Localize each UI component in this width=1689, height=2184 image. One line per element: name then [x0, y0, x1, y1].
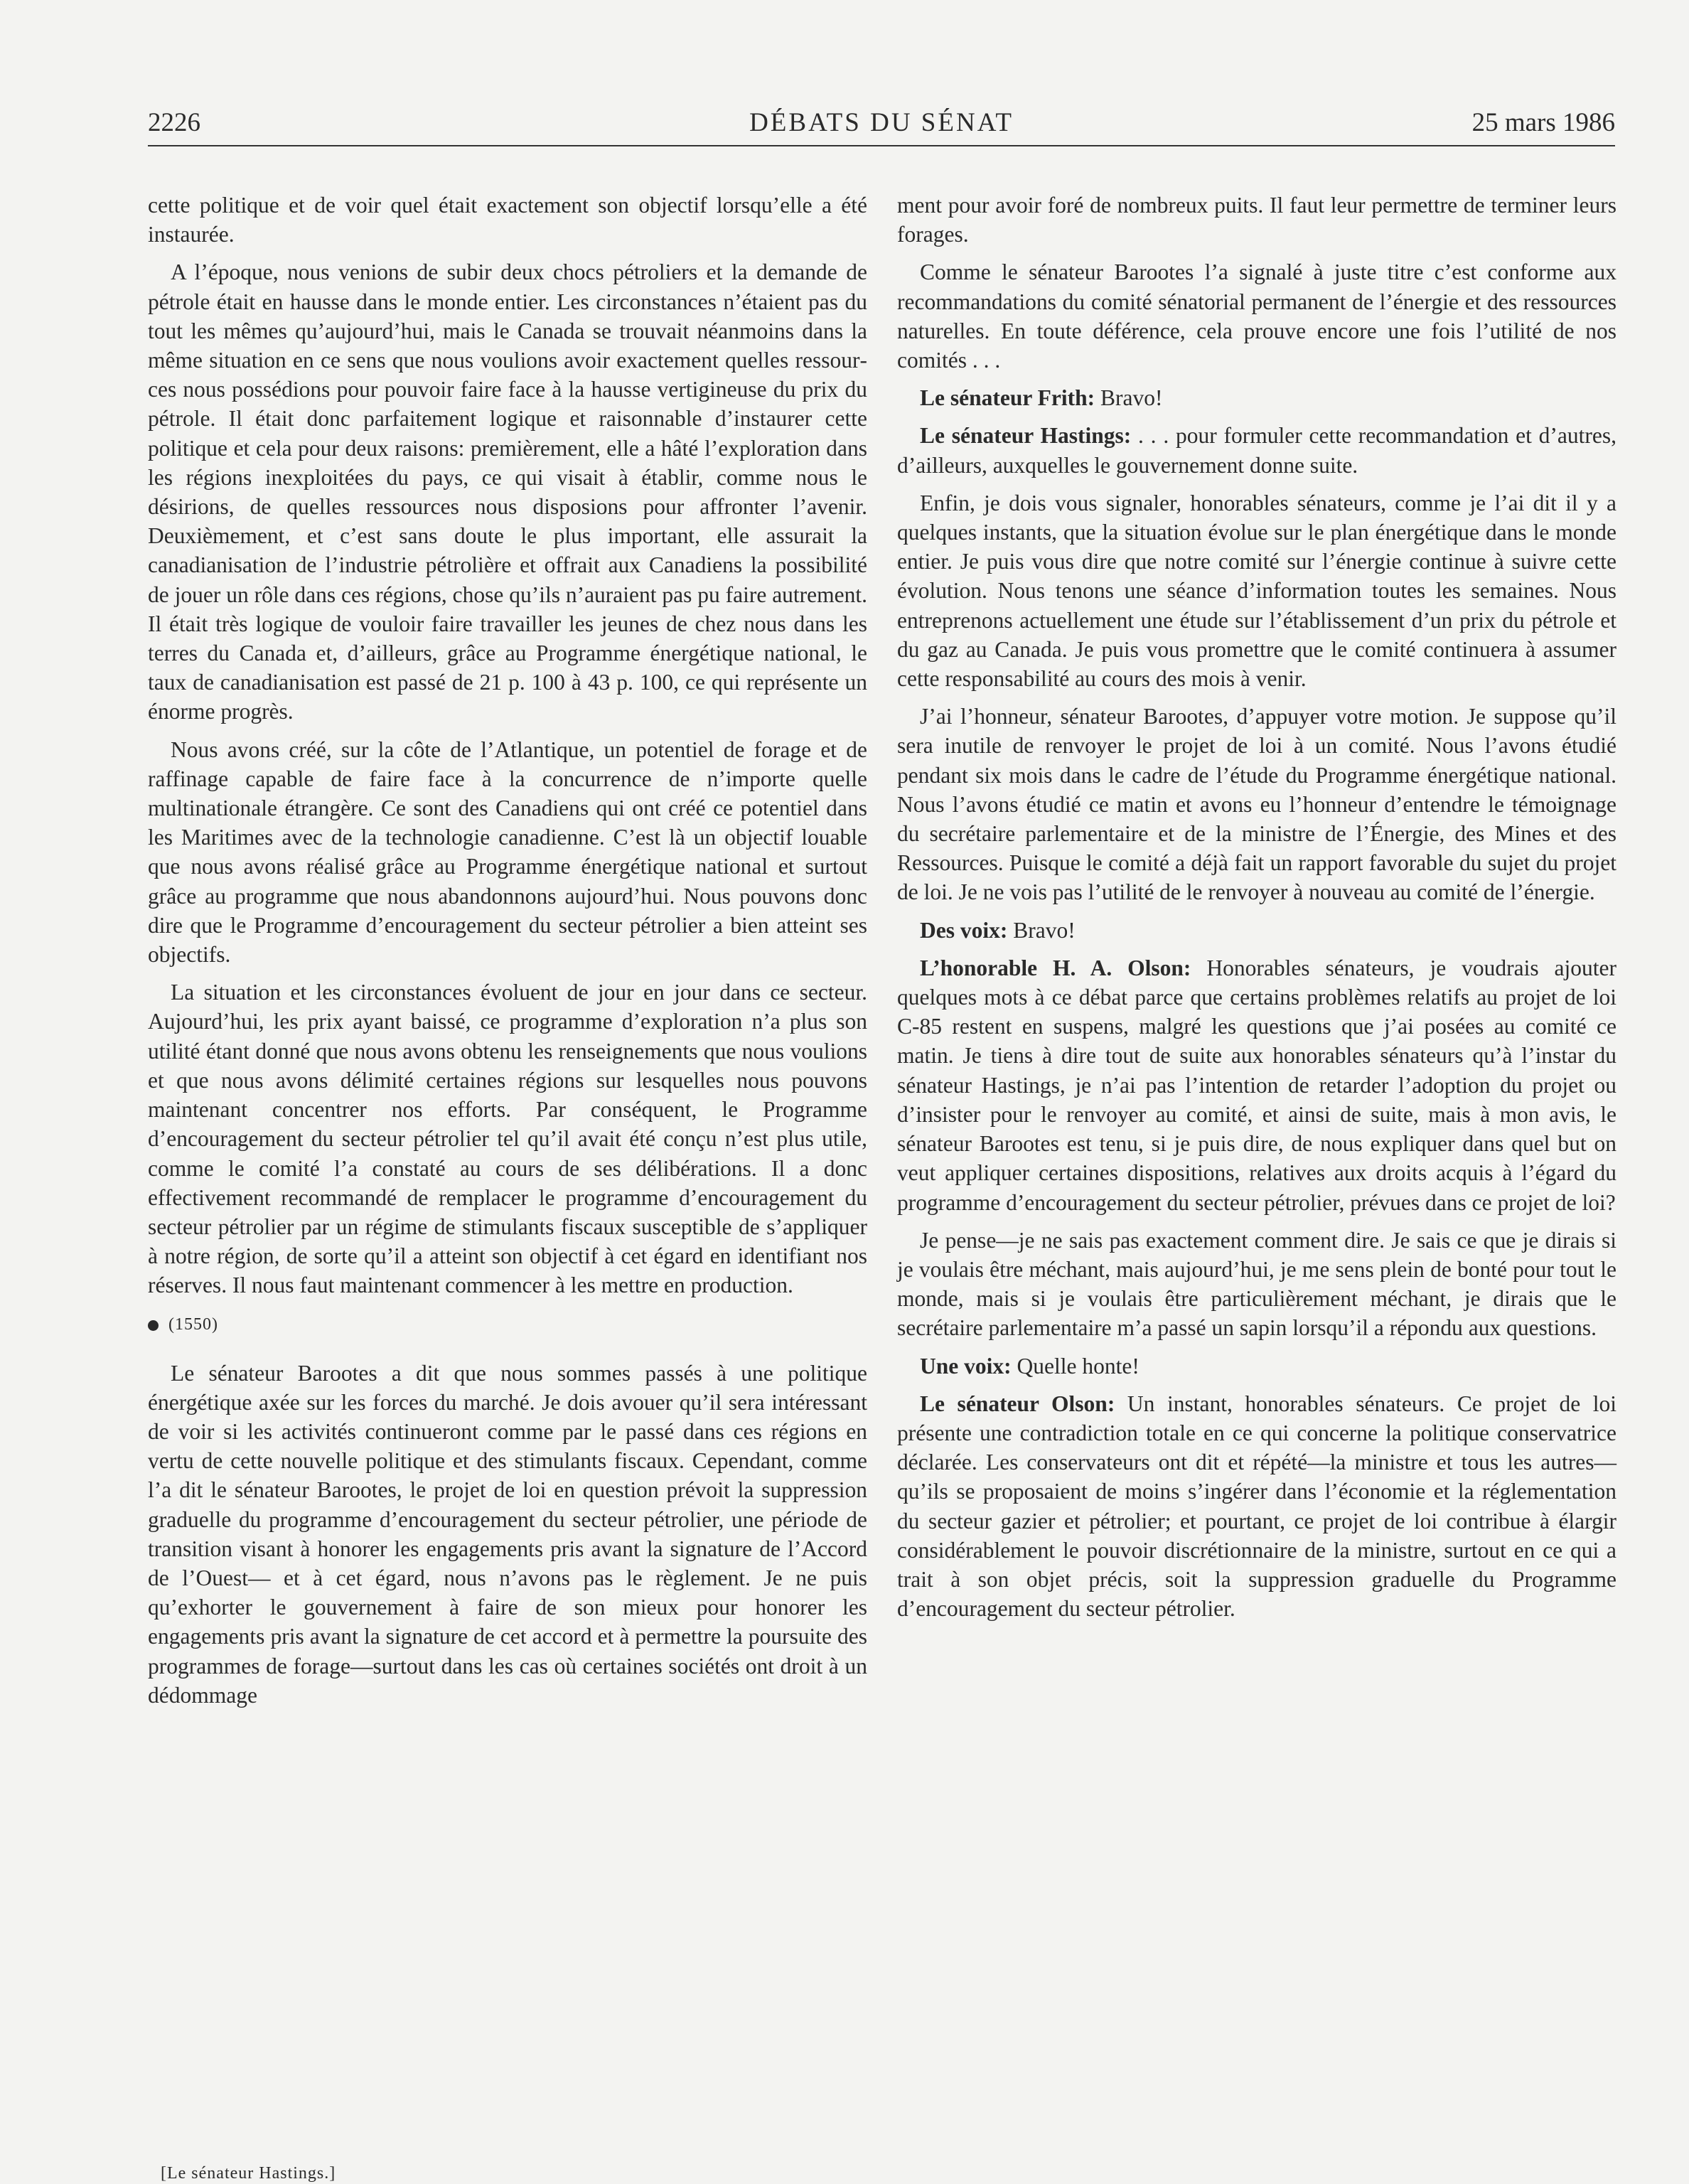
- page-header: [148, 105, 1615, 146]
- speaker-name: Le sénateur Frith:: [920, 385, 1095, 411]
- speech: [897, 1389, 1616, 1624]
- paragraph: J’ai l’honneur, sénateur Barootes, d’appuyer votre motion. Je suppose qu’il sera inutile de renvoyer le projet de loi à un comité. Nous l’avons étudié pendant six mois dans le cadre de l’étude du Programme énergétique national. Nous l’avons étudié ce matin et avons eu l’honneur d’entendre le témoignage du secrétaire parlementaire et de la ministre de l’Énergie, des Mines et des Ressources. Puisque le comité a déjà fait un rapport favorable du sujet du projet de loi. Je ne vois pas l’utilité de le renvoyer à nouveau au comité de l’énergie.: [897, 704, 1616, 905]
- time-marker-label: (1550): [168, 1315, 218, 1334]
- paragraph: Je pense—je ne sais pas exactement comment dire. Je sais ce que je dirais si je voulais être méchant, mais aujourd’hui, je me sens plein de bonté pour tout le monde, mais si je voulais être particulièrement méchant, je dirais que le secrétaire parlementaire m’a passé un sapin lorsqu’il a répondu aux questions.: [897, 1227, 1616, 1341]
- left-column: [148, 191, 867, 1718]
- time-marker: [148, 1312, 867, 1337]
- speech-text: Quelle honte!: [1017, 1353, 1140, 1379]
- speech: [897, 953, 1616, 1217]
- publication-title: DÉBATS DU SÉNAT: [749, 108, 1014, 137]
- speaker-name: Des voix:: [920, 917, 1008, 943]
- paragraph: cette politique et de voir quel était exactement son objectif lorsqu’elle a été instaurée.: [148, 193, 867, 247]
- paragraph: Comme le sénateur Barootes l’a signalé à juste titre c’est conforme aux recommandations du comité sénatorial permanent de l’énergie et des ressources naturelles. En toute déférence, cela prouve encore une fois l’utilité de nos comités . . .: [897, 259, 1616, 373]
- bullet-icon: [148, 1320, 159, 1331]
- speaker-name: Le sénateur Olson:: [920, 1391, 1115, 1416]
- paragraph: A l’époque, nous venions de subir deux chocs pétroliers et la demande de pétrole était en hausse dans le monde entier. Les circonstances n’étaient pas du tout les mêmes qu’aujourd’hui, mais le Canada se trouvait néanmoins dans la même situation en ce sens que nous voulions avoir exactement quelles ressources nous possédions pour pouvoir faire face à la hausse vertigineuse du prix du pétrole. Il était donc parfaitement logique et raisonnable d’instaurer cette politique et cela pour deux raisons: premièrement, elle a hâté l’exploration dans les régions inexploitées du pays, ce qui visait à établir, comme nous le désirions, de quelles ressources nous disposions pour affronter l’avenir. Deuxièmement, et c’est sans doute le plus important, elle assurait la canadianisation de l’industrie pétrolière et offrait aux Canadiens la possibilité de jouer un rôle dans ces régions, chose qu’ils n’auraient pas pu faire autrement. Il était très logique de vouloir faire travailler les jeunes de chez nous dans les terres du Canada et, d’ailleurs, grâce au Programme énergétique national, le taux de canadianisation est passé de 21 p. 100 à 43 p. 100, ce qui représente un énorme progrès.: [148, 259, 868, 724]
- speech-text: Bravo!: [1100, 385, 1163, 411]
- speech: [897, 916, 1616, 945]
- speaker-name: Le sénateur Hastings:: [920, 423, 1132, 449]
- speech-text: Un instant, honorables sénateurs. Ce projet de loi présente une contradiction totale en ce qui concerne la politique conservatrice déclarée. Les conservateurs ont dit et répété—la ministre et tous les autres—qu’ils se proposaient de moins s’ingérer dans l’économie et la réglementation du secteur gazier et pétrolier; et pourtant, ce projet de loi contribue à élargir considérablement le pouvoir discrétionnaire de la ministre, surtout en ce qui a trait à son objet précis, soit la suppression graduelle du Programme d’encouragement du secteur pétrolier.: [897, 1391, 1617, 1622]
- paragraph: Nous avons créé, sur la côte de l’Atlantique, un potentiel de forage et de raffinage capable de faire face à la concurrence de n’importe quelle multinationale étrangère. Ce sont des Canadiens qui ont créé ce potentiel dans les Maritimes avec de la technologie canadienne. C’est là un objectif louable que nous avons réalisé grâce au Programme énergétique national et surtout grâce au programme que nous abandonnons aujourd’hui. Nous pouvons donc dire que le Programme d’encouragement du secteur pétrolier a bien atteint ses objectifs.: [148, 737, 867, 968]
- publication-date: 25 mars 1986: [1471, 108, 1615, 137]
- right-column: [897, 191, 1616, 1632]
- speech: [897, 1351, 1616, 1381]
- speech: [897, 383, 1616, 412]
- speech: [897, 421, 1616, 479]
- speech-text: . . . pour formuler cette recommandation et d’autres, d’ailleurs, auxquelles le gouvernement donne suite.: [897, 423, 1617, 478]
- footer-note: [Le sénateur Hastings.]: [161, 2164, 336, 2183]
- speaker-name: Une voix:: [920, 1353, 1012, 1379]
- speaker-name: L’honorable H. A. Olson:: [920, 955, 1191, 980]
- speech-text: Bravo!: [1013, 917, 1076, 943]
- paragraph: Enfin, je dois vous signaler, honorables sénateurs, comme je l’ai dit il y a quelques instants, que la situation évolue sur le plan énergétique dans le monde entier. Je puis vous dire que notre comité sur l’énergie continue à suivre cette évolution. Nous tenons une séance d’information toutes les semaines. Nous entreprenons actuellement une étude sur l’établissement d’un prix du pétrole et du gaz au Canada. Je puis vous promettre que le comité continuera à assumer cette responsabilité au cours des mois à venir.: [897, 490, 1616, 692]
- speech-text: Honorables sénateurs, je voudrais ajouter quelques mots à ce débat parce que certains problèmes relatifs au projet de loi C-85 restent en suspens, malgré les questions que j’ai posées au comité ce matin. Je tiens à dire tout de suite aux honorables sénateurs qu’à l’instar du sénateur Hastings, je n’ai pas l’intention de retarder l’adoption du projet ou d’insister pour le renvoyer au comité, et ainsi de suite, mais à mon avis, le sénateur Barootes est tenu, si je puis dire, de nous expliquer dans quel but on veut appliquer certaines dispositions, relatives aux droits acquis à l’égard du programme d’encouragement du secteur pétrolier, prévues dans ce projet de loi?: [897, 955, 1616, 1215]
- paragraph: Le sénateur Barootes a dit que nous sommes passés à une politique énergétique axée sur les forces du marché. Je dois avouer qu’il sera intéressant de voir si les activités continueront comme par le passé dans ces régions en vertu de cette nouvelle politique et des stimulants fiscaux. Cependant, comme l’a dit le sénateur Barootes, le projet de loi en question prévoit la suppression graduelle du programme d’encouragement du secteur pétrolier, une période de transition visant à honorer les engagements pris avant la signature de l’Accord de l’Ouest— et à cet égard, nous n’avons pas le règlement. Je ne puis qu’exhorter le gouvernement à faire de son mieux pour honorer les engagements pris avant la signature de cet accord et à permettre la poursuite des programmes de forage—surtout dans les cas où certaines sociétés ont droit à un dédommage: [148, 1360, 867, 1708]
- paragraph: La situation et les circonstances évoluent de jour en jour dans ce secteur. Aujourd’hui, les prix ayant baissé, ce programme d’exploration n’a plus son utilité étant donné que nous avons obtenu les renseignements que nous voulions et que nous avons délimité certaines régions sur lesquelles nous pouvons maintenant concentrer nos efforts. Par conséquent, le Programme d’encouragement du secteur pétrolier tel qu’il avait été conçu n’est plus utile, comme le comité l’a constaté au cours de ses délibérations. Il a donc effectivement recommandé de remplacer le programme d’encouragement du secteur pétrolier par un régime de stimulants fiscaux susceptible de s’appliquer à notre région, de sorte qu’il a atteint son objectif à cet égard en identifiant nos réserves. Il nous faut maintenant commencer à les mettre en production.: [148, 980, 867, 1298]
- paragraph: ment pour avoir foré de nombreux puits. Il faut leur permettre de terminer leurs forages.: [897, 193, 1616, 247]
- page-number: 2226: [148, 108, 200, 137]
